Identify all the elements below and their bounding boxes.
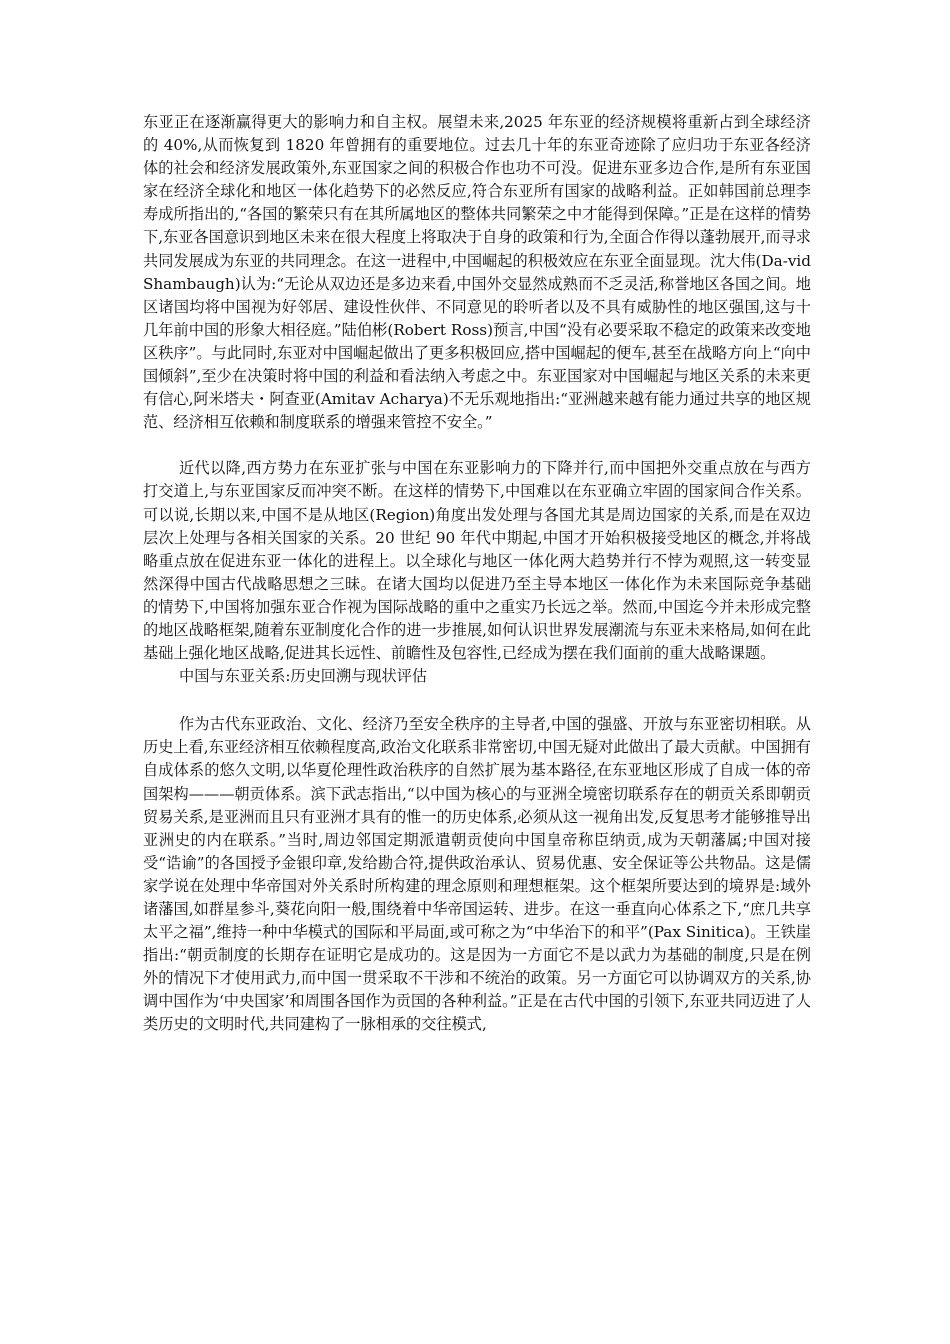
section-heading: 中国与东亚关系:历史回溯与现状评估 bbox=[179, 667, 428, 686]
body-paragraph-1: 东亚正在逐渐赢得更大的影响力和自主权。展望未来,2025 年东亚的经济规模将重新占到全球经济的 40%,从而恢复到 1820 年曾拥有的重要地位。过去几十年的东亚奇迹除了应归功于东亚各经济体的社会和经济发展政策外,东亚国家之间的积极合作也功不可没。促进东亚多边合作,是所有东亚国家在经济全球化和地区一体化趋势下的必然反应,符合东亚所有国家的战略利益。正如韩国前总理李寿成所指出的,“各国的繁荣只有在其所属地区的整体共同繁荣之中才能得到保障。”正是在这样的情势下,东亚各国意识到地区未来在很大程度上将取决于自身的政策和行为,全面合作得以蓬勃展开,而寻求共同发展成为东亚的共同理念。在这一进程中,中国崛起的积极效应在东亚全面显现。沈大伟(Da-vid Shambaugh)认为:“无论从双边还是多边来看,中国外交显然成熟而不乏灵活,称誉地区各国之间。地区诸国均将中国视为好邻居、建设性伙伴、不同意见的聆听者以及不具有威胁性的地区强国,这与十几年前中国的形象大相径庭。”陆伯彬(Robert Ross)预言,中国“没有必要采取不稳定的政策来改变地区秩序”。与此同时,东亚对中国崛起做出了更多积极回应,搭中国崛起的便车,甚至在战略方向上“向中国倾斜”,至少在决策时将中国的利益和看法纳入考虑之中。东亚国家对中国崛起与地区关系的未来更有信心,阿米塔夫・阿查亚(Amitav Acharya)不无乐观地指出:“亚洲越来越有能力通过共享的地区规范、经济相互依赖和制度联系的增强来管控不安全。” bbox=[143, 113, 811, 432]
body-paragraph-2: 近代以降,西方势力在东亚扩张与中国在东亚影响力的下降并行,而中国把外交重点放在与西方打交道上,与东亚国家反而冲突不断。在这样的情势下,中国难以在东亚确立牢固的国家间合作关系。可以说,长期以来,中国不是从地区(Region)角度出发处理与各国尤其是周边国家的关系,而是在双边层次上处理与各相关国家的关系。20 世纪 90 年代中期起,中国才开始积极接受地区的概念,并将战略重点放在促进东亚一体化的进程上。以全球化与地区一体化两大趋势并行不悖为观照,这一转变显然深得中国古代战略思想之三昧。在诸大国均以促进乃至主导本地区一体化作为未来国际竞争基础的情势下,中国将加强东亚合作视为国际战略的重中之重实乃长远之举。然而,中国迄今并未形成完整的地区战略框架,随着东亚制度化合作的进一步推展,如何认识世界发展潮流与东亚未来格局,如何在此基础上强化地区战略,促进其长远性、前瞻性及包容性,已经成为摆在我们面前的重大战略课题。 bbox=[143, 459, 811, 663]
document-body bbox=[143, 111, 811, 1037]
section-paragraph: 作为古代东亚政治、文化、经济乃至安全秩序的主导者,中国的强盛、开放与东亚密切相联。从历史上看,东亚经济相互依赖程度高,政治文化联系非常密切,中国无疑对此做出了最大贡献。中国拥有自成体系的悠久文明,以华夏伦理性政治秩序的自然扩展为基本路径,在东亚地区形成了自成一体的帝国架构———朝贡体系。滨下武志指出,“以中国为核心的与亚洲全境密切联系存在的朝贡关系即朝贡贸易关系,是亚洲而且只有亚洲才具有的惟一的历史体系,必须从这一视角出发,反复思考才能够推导出亚洲史的内在联系。”当时,周边邻国定期派遣朝贡使向中国皇帝称臣纳贡,成为天朝藩属;中国对接受“诰谕”的各国授予金银印章,发给勘合符,提供政治承认、贸易优惠、安全保证等公共物品。这是儒家学说在处理中华帝国对外关系时所构建的理念原则和理想框架。这个框架所要达到的境界是:域外诸藩国,如群星参斗,葵花向阳一般,围绕着中华帝国运转、进步。在这一垂直向心体系之下,“庶几共享太平之福”,维持一种中华模式的国际和平局面,或可称之为“中华治下的和平”(Pax Sinitica)。王铁崖指出:“朝贡制度的长期存在证明它是成功的。这是因为一方面它不是以武力为基础的制度,只是在例外的情况下才使用武力,而中国一贯采取不干涉和不统治的政策。另一方面它可以协调双方的关系,协调中国作为‘中央国家’和周围各国作为贡国的各种利益。”正是在古代中国的引领下,东亚共同迈进了人类历史的文明时代,共同建构了一脉相承的交往模式, bbox=[143, 715, 811, 1034]
